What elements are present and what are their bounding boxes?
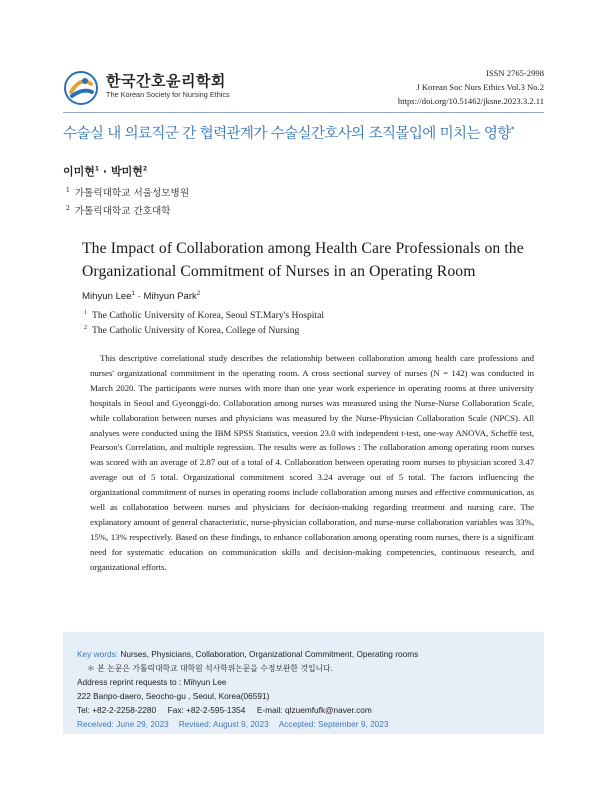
journal-citation: J Korean Soc Nurs Ethics Vol.3 No.2 xyxy=(416,82,544,92)
author-name: Mihyun Lee xyxy=(82,291,132,303)
affiliation-text: 가톨릭대학교 간호대학 xyxy=(74,206,171,217)
affiliation-text: The Catholic University of Korea, Seoul ST.Mary's Hospital xyxy=(92,310,325,322)
revised-date: Revised: August 9, 2023 xyxy=(178,719,269,729)
author-name: 박미현 xyxy=(110,165,143,178)
reprint-request: Address reprint requests to : Mihyun Lee xyxy=(77,677,227,687)
received-date: Received: June 29, 2023 xyxy=(77,719,169,729)
keywords-text: Nurses, Physicians, Collaboration, Organizational Commitment, Operating rooms xyxy=(120,649,419,659)
authors-korean xyxy=(63,163,147,179)
abstract-text: This descriptive correlational study describes the relationship between collaboration among health care professions and nurses' organizational commitment in the operating room. A cross sectional survey of nurses (N = 142) was conducted in March 2020. The participants were nurses with more than one year work experience in operating rooms at three university hospitals in Seoul and Gyeonggi-do. Collaboration among nurses was measured using the Nurse-Nurse Collaboration Scale, while collaboration between nurses and physicians was measured by the Nurse-Physician Collaboration Scale (NPCS). All analyses were conducted using the IBM SPSS Statistics, version 23.0 with independent t-test, one-way ANOVA, Scheffé test, Pearson's Correlation, and multiple regression. The results were as follows : The collaboration among operating room nurses was scored with an average of 2.87 out of a total of 4. Collaboration between operating room nurses to physician scored 3.47 average out of 5 total. Organizational commitment scored 3.24 average out of 5 total. The factors influencing the organizational commitment of nurses in operating rooms include collaboration among nurses and effective communication, as well as collaboration between nurses and physicians for decision-making regarding treatment and nursing care. The explanatory amount of general characteristic, nurse-physician collaboration, and nurse-nurse collaboration variables was 33%, 15%, 13% respectively. Based on these findings, to enhance collaboration among operating room nurses, there is a significant need for systematic education on communication skills and decision-making competencies, continuous research, and organizational efforts. xyxy=(90,353,534,572)
affiliation-english xyxy=(84,325,299,336)
contact-info: Tel: +82-2-2258-2280 Fax: +82-2-595-1354 E-mail: qlzuemfufk@naver.com xyxy=(77,705,372,715)
author-sup: 1 xyxy=(131,291,135,297)
keywords-label: Key words: xyxy=(77,649,119,659)
author-name: Mihyun Park xyxy=(143,291,197,303)
affiliation-korean xyxy=(66,203,171,217)
title-korean-text: 수술실 내 의료직군 간 협력관계가 수술실간호사의 조직몰입에 미치는 영향 xyxy=(63,126,511,142)
author-separator: · xyxy=(137,291,141,303)
society-name-ko: 한국간호윤리학회 xyxy=(106,72,226,90)
correspondence-address: 222 Banpo-daero, Seocho-gu , Seoul, Korea(06591) xyxy=(77,691,270,701)
header-divider xyxy=(63,112,544,113)
issn: ISSN 2765-2998 xyxy=(485,68,544,78)
title-korean xyxy=(63,122,563,143)
keywords-line xyxy=(77,649,418,659)
author-sup: 2 xyxy=(142,165,148,173)
affiliation-text: 가톨릭대학교 서울성모병원 xyxy=(74,188,190,199)
affiliation-english xyxy=(84,310,324,321)
accepted-date: Accepted: September 9, 2023 xyxy=(278,719,389,729)
affiliation-sup: 2 xyxy=(66,204,70,212)
article-dates xyxy=(77,719,399,729)
affiliation-text: The Catholic University of Korea, College of Nursing xyxy=(92,325,300,337)
author-name: 이미현 xyxy=(63,165,95,178)
authors-english xyxy=(82,291,200,302)
title-english: The Impact of Collaboration among Health Care Professionals on the Organizational Commitment of Nurses in an Operating Room xyxy=(82,240,524,280)
affiliation-sup: 1 xyxy=(84,310,87,316)
affiliation-sup: 1 xyxy=(66,186,70,194)
doi-link[interactable]: https://doi.org/10.51462/jksne.2023.3.2.11 xyxy=(397,96,544,106)
affiliation-sup: 2 xyxy=(84,325,87,331)
journal-meta xyxy=(398,66,544,108)
society-name-en: The Korean Society for Nursing Ethics xyxy=(106,90,230,99)
author-sup: 1 xyxy=(94,165,100,173)
society-logo-icon xyxy=(63,70,99,106)
title-footnote-mark: * xyxy=(510,125,515,135)
author-sup: 2 xyxy=(196,291,201,297)
article-info-box xyxy=(63,632,544,734)
affiliation-korean xyxy=(66,185,189,199)
thesis-note: ＊ 본 논문은 가톨릭대학교 대학원 석사학위논문을 수정보완한 것입니다. xyxy=(87,664,334,673)
author-separator: · xyxy=(102,165,108,178)
